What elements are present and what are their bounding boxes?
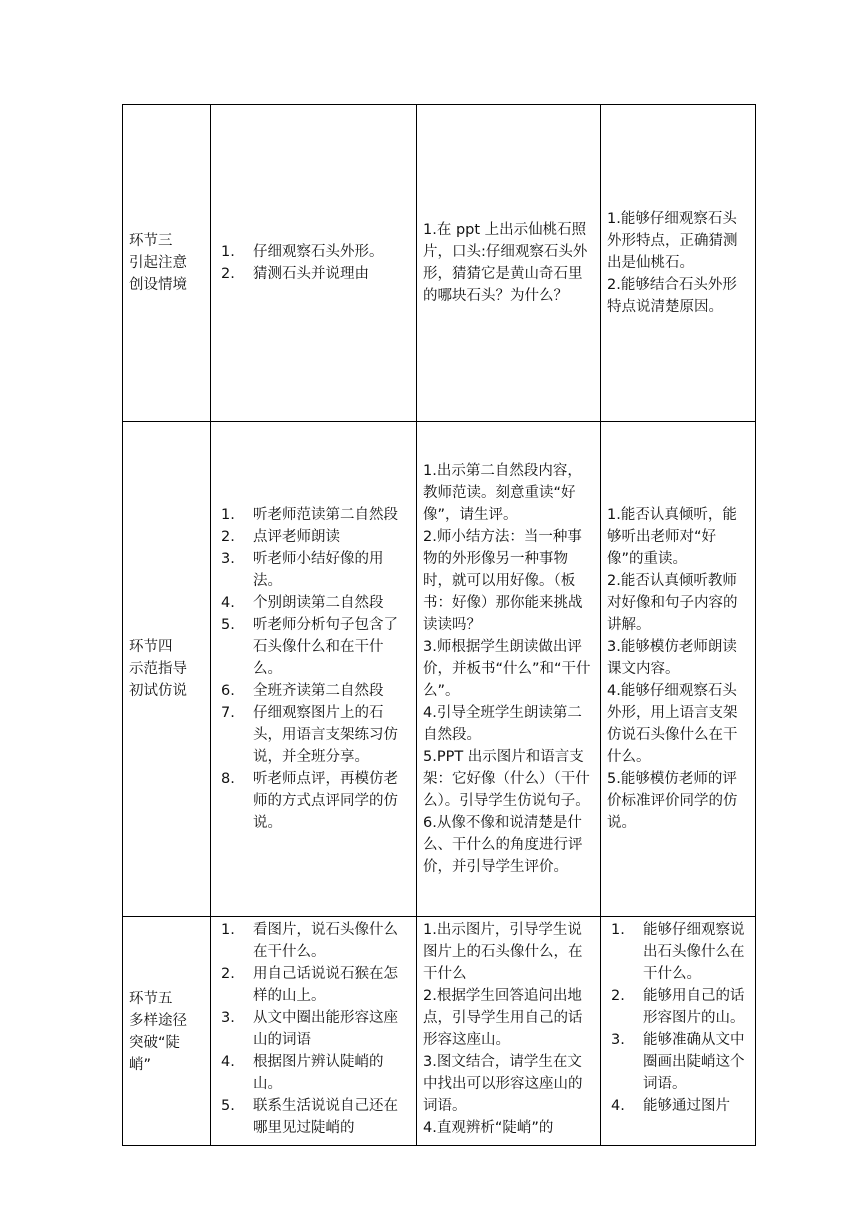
item-text: 能够仔细观察说出石头像什么在干什么。 xyxy=(643,922,745,982)
item-number: 2. xyxy=(221,529,235,545)
item-text: 听老师点评，再模仿老师的方式点评同学的仿说。 xyxy=(253,771,398,831)
item-text: 看图片，说石头像什么在干什么。 xyxy=(253,922,398,960)
goals-cell xyxy=(601,917,756,1146)
item-text: 能够准确从文中圈画出陡峭这个词语。 xyxy=(643,1032,745,1092)
item-number: 3. xyxy=(221,551,235,567)
list-item xyxy=(217,1095,410,1139)
item-number: 4. xyxy=(221,595,235,611)
teacher-activities-cell xyxy=(417,917,601,1146)
goals-cell xyxy=(601,105,756,422)
stage-line: 示范指导 xyxy=(129,661,187,677)
list-item xyxy=(217,526,410,548)
list-item xyxy=(217,592,410,614)
item-number: 1. xyxy=(221,922,235,938)
paragraph: 3.师根据学生朗读做出评价，并板书“什么”和“干什么”。 xyxy=(423,639,591,699)
list-item xyxy=(217,702,410,768)
list-item xyxy=(607,1029,749,1095)
paragraph: 4.直观辨析“陡峭”的 xyxy=(423,1120,554,1136)
item-text: 根据图片辨认陡峭的山。 xyxy=(253,1054,384,1092)
item-number: 1. xyxy=(611,922,625,938)
list-item xyxy=(607,1095,749,1117)
paragraph: 6.从像不像和说清楚是什么、干什么的角度进行评价，并引导学生评价。 xyxy=(423,815,583,875)
item-number: 2. xyxy=(221,966,235,982)
list-item xyxy=(607,919,749,985)
stage-line: 峭” xyxy=(129,1057,152,1073)
list-item xyxy=(217,680,410,702)
item-number: 3. xyxy=(611,1032,625,1048)
paragraph: 5.能够模仿老师的评价标准评价同学的仿说。 xyxy=(607,771,738,831)
list-item xyxy=(607,985,749,1029)
item-text: 仔细观察图片上的石头，用语言支架练习仿说，并全班分享。 xyxy=(253,705,398,765)
item-text: 能够用自己的话形容图片的山。 xyxy=(643,988,745,1026)
table-row-stage-4 xyxy=(123,422,756,917)
paragraph: 1.出示第二自然段内容，教师范读。刻意重读“好像”，请生评。 xyxy=(423,463,582,523)
teacher-activities-cell xyxy=(417,105,601,422)
item-number: 5. xyxy=(221,1098,235,1114)
activity-list xyxy=(217,241,410,285)
teacher-activities-cell xyxy=(417,422,601,917)
item-text: 能够通过图片 xyxy=(643,1098,730,1114)
item-number: 4. xyxy=(221,1054,235,1070)
student-activities-cell xyxy=(211,105,417,422)
item-text: 听老师分析句子包含了石头像什么和在干什么。 xyxy=(253,617,398,677)
paragraph: 1.能够仔细观察石头外形特点，正确猜测出是仙桃石。 xyxy=(607,211,738,271)
item-number: 7. xyxy=(221,705,235,721)
table-row-stage-5 xyxy=(123,917,756,1146)
list-item xyxy=(217,241,410,263)
paragraph: 4.引导全班学生朗读第二自然段。 xyxy=(423,705,582,743)
item-number: 8. xyxy=(221,771,235,787)
item-number: 1. xyxy=(221,507,235,523)
paragraph: 2.根据学生回答追问出地点，引导学生用自己的话形容这座山。 xyxy=(423,988,583,1048)
list-item xyxy=(217,263,410,285)
stage-line: 突破“陡 xyxy=(129,1035,181,1051)
list-item xyxy=(217,614,410,680)
list-item xyxy=(217,504,410,526)
item-text: 用自己话说说石猴在怎样的山上。 xyxy=(253,966,398,1004)
stage-cell xyxy=(123,422,211,917)
student-activities-cell xyxy=(211,917,417,1146)
activity-list xyxy=(217,919,410,1139)
item-number: 2. xyxy=(611,988,625,1004)
paragraph: 1.出示图片，引导学生说图片上的石头像什么，在干什么 xyxy=(423,922,583,982)
item-text: 点评老师朗读 xyxy=(253,529,340,545)
list-item xyxy=(217,1007,410,1051)
stage-line: 引起注意 xyxy=(129,255,187,271)
item-number: 2. xyxy=(221,266,235,282)
item-number: 4. xyxy=(611,1098,625,1114)
lesson-plan-table xyxy=(122,104,756,1146)
stage-line: 环节四 xyxy=(129,639,173,655)
paragraph: 2.师小结方法：当一种事物的外形像另一种事物时，就可以用好像。（板书：好像）那你能来挑战读读吗？ xyxy=(423,529,583,633)
item-text: 猜测石头并说理由 xyxy=(253,266,369,282)
goals-list xyxy=(607,919,749,1117)
paragraph: 5.PPT 出示图片和语言支架：它好像（什么）（干什么）。引导学生仿说句子。 xyxy=(423,749,590,809)
item-text: 个别朗读第二自然段 xyxy=(253,595,384,611)
item-text: 全班齐读第二自然段 xyxy=(253,683,384,699)
item-text: 听老师小结好像的用法。 xyxy=(253,551,384,589)
goals-cell xyxy=(601,422,756,917)
stage-cell xyxy=(123,105,211,422)
item-number: 5. xyxy=(221,617,235,633)
paragraph: 3.能够模仿老师朗读课文内容。 xyxy=(607,639,737,677)
stage-line: 初试仿说 xyxy=(129,683,187,699)
stage-line: 多样途径 xyxy=(129,1013,187,1029)
stage-line: 环节三 xyxy=(129,233,173,249)
list-item xyxy=(217,963,410,1007)
paragraph: 1.能否认真倾听，能够听出老师对“好像”的重读。 xyxy=(607,507,737,567)
item-text: 仔细观察石头外形。 xyxy=(253,244,384,260)
stage-line: 环节五 xyxy=(129,991,173,1007)
item-number: 1. xyxy=(221,244,235,260)
list-item xyxy=(217,1051,410,1095)
table-row-stage-3 xyxy=(123,105,756,422)
list-item xyxy=(217,919,410,963)
student-activities-cell xyxy=(211,422,417,917)
paragraph: 4.能够仔细观察石头外形，用上语言支架仿说石头像什么在干什么。 xyxy=(607,683,738,765)
paragraph: 2.能否认真倾听教师对好像和句子内容的讲解。 xyxy=(607,573,738,633)
item-text: 联系生活说说自己还在哪里见过陡峭的 xyxy=(253,1098,398,1136)
stage-line: 创设情境 xyxy=(129,277,187,293)
list-item xyxy=(217,548,410,592)
item-number: 3. xyxy=(221,1010,235,1026)
stage-cell xyxy=(123,917,211,1146)
paragraph: 1.在 ppt 上出示仙桃石照片，口头:仔细观察石头外形，猜猜它是黄山奇石里的哪块石头？为什么？ xyxy=(423,222,588,304)
activity-list xyxy=(217,504,410,834)
item-text: 从文中圈出能形容这座山的词语 xyxy=(253,1010,398,1048)
list-item xyxy=(217,768,410,834)
paragraph: 2.能够结合石头外形特点说清楚原因。 xyxy=(607,277,737,315)
item-number: 6. xyxy=(221,683,235,699)
item-text: 听老师范读第二自然段 xyxy=(253,507,398,523)
paragraph: 3.图文结合，请学生在文中找出可以形容这座山的词语。 xyxy=(423,1054,583,1114)
